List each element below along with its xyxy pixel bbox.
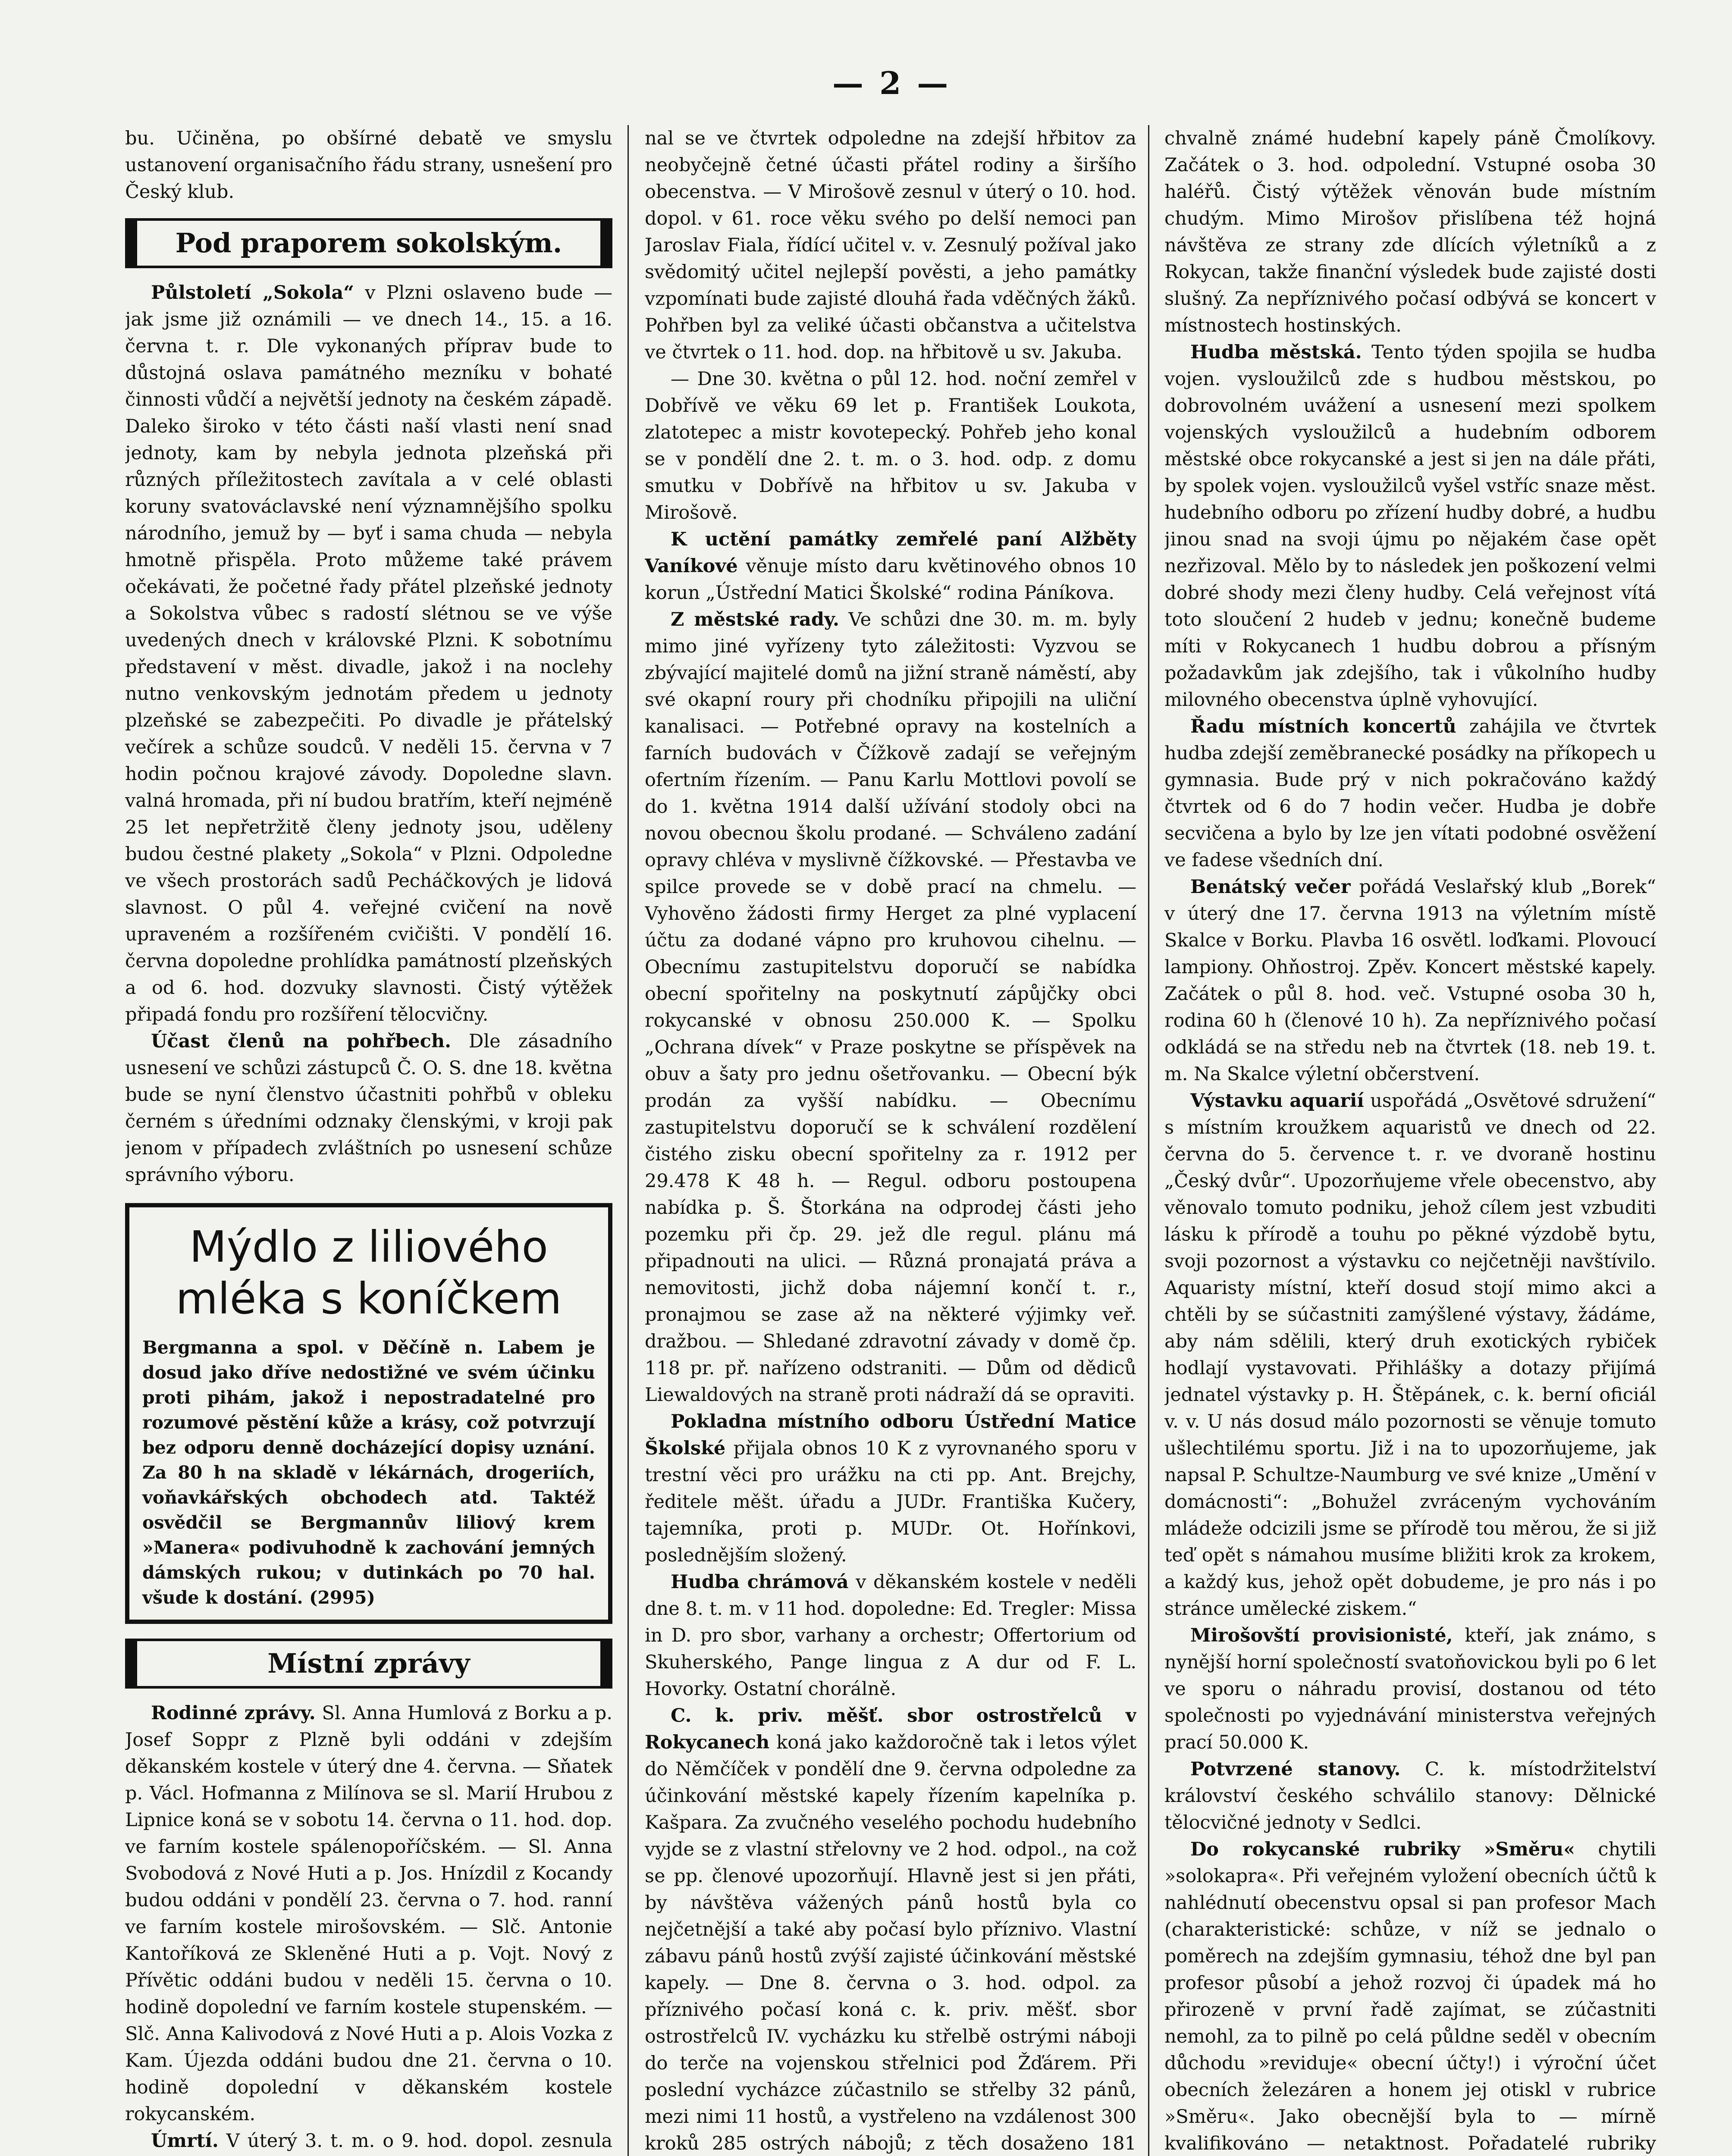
article-city-council xyxy=(645,606,1136,1408)
column-3 xyxy=(1164,125,1656,2156)
article-lead: Hudba městská. xyxy=(1190,342,1362,363)
column-rule-left xyxy=(628,125,629,2156)
article-body: pořádá Veslařský klub „Borek“ v úterý dne 17. června 1913 na výletním místě Skalce v Borku. Plavba 16 osvětl. loďkami. Plovoucí lampiony. Ohňostroj. Zpěv. Koncert městské kapely. Začátek o půl 8. hod. več. Vstupné osoba 30 h, rodina 60 h (členové 10 h). Za nepříznivého počasí odkládá se na středu neb na čtvrtek (18. neb 19. t. m. Na Skalce výletní občerstvení. xyxy=(1164,876,1656,1085)
article-lead: Benátský večer xyxy=(1190,876,1351,898)
article-lead: Účast členů na pohřbech. xyxy=(151,1031,452,1052)
article-lead: C. k. priv. měšť. sbor ostrostřelců v Rokycanech xyxy=(645,1705,1136,1753)
article-body: Sl. Anna Humlová z Borku a p. Josef Soppr z Plzně byli oddáni v zdejším děkanském kostele v úterý dne 4. června. — Sňatek p. Václ. Hofmanna z Milínova se sl. Marií Hrubou z Lipnice koná se v sobotu 14. června o 11. hod. dop. ve farním kostele spálenopoříčském. — Sl. Anna Svobodová z Nové Huti a p. Jos. Hnízdil z Kocandy budou oddáni v pondělí 23. června o 7. hod. ranní ve farním kostele mirošovském. — Slč. Antonie Kantoříková ze Skleněné Huti a p. Vojt. Nový z Přívětic oddáni budou v neděli 15. června o 10. hodině dopolední ve farním kostele stupenském. — Slč. Anna Kalivodová z Nové Huti a p. Alois Vozka z Kam. Újezda oddáni budou dne 21. června o 10. hodině dopolední v děkanském kostele rokycanském. xyxy=(125,1702,612,2125)
article-smer-rubric xyxy=(1164,1836,1656,2156)
article-body: zahájila ve čtvrtek hudba zdejší zeměbranecké posádky na příkopech u gymnasia. Bude prý v nich pokračováno každý čtvrtek od 6 do 7 hodin večer. Hudba je dobře secvičena a bylo by lze jen vítati podobné osvěžení ve fadese všedních dní. xyxy=(1164,716,1656,871)
article-body: koná jako každoročně tak i letos výlet do Němčíček v pondělí dne 9. června odpoledne za účinkování městské kapely řízením kapelníka p. Kašpara. Za zvučného veselého pochodu hudebního vyjde se z vlastní střelovny ve 2 hod. odpol., na což se pp. členové upozorňují. Hlavně jest si jen přáti, by návštěva vážených pánů hostů byla co nejčetnější a také aby počasí bylo příznivo. Vlastní zábavu pánů hostů zvýší zajisté účinkování městské kapely. — Dne 8. června o 3. hod. odpol. za příznivého počasí koná c. k. priv. měšť. sbor ostrostřelců IV. vycházku ku střelbě ostrými náboji do terče na vojenskou střelnici pod Žďárem. Při poslední vycházce zúčastnilo se střelby 32 pánů, mezi nimi 11 hostů, a vystřeleno na vzdálenost 300 kroků 285 ostrých nábojů; z těch dosaženo 181 xyxy=(645,1732,1136,2154)
ad-text: Bergmanna a spol. v Děčíně n. Labem je dosud jako dříve nedostižné ve svém účinku proti pihám, jakož i nepostradatelné pro rozumové pěstění kůže a krásy, což potvrzují bez odporu denně docházející dopisy uznání. Za 80 h na skladě v lékárnách, drogeriích, voňavkářských obchodech atd. Taktéž osvědčil se Bergmannův liliový krem »Manera« podivuhodně k zachování jemných dámských rukou; v dutinkách po 70 hal. všude k dostání. (2995) xyxy=(142,1337,595,1608)
article-town-band xyxy=(1164,339,1656,713)
article-pensioners xyxy=(1164,1622,1656,1756)
article-church-music xyxy=(645,1569,1136,1702)
article-lead: Potvrzené stanovy. xyxy=(1190,1758,1401,1780)
article-body: přijala obnos 10 K z vyrovnaného sporu v trestní věci pro urážku na cti pp. Ant. Brejchy, ředitele měšt. úřadu a JUDr. Františka Kučery, tajemníka, proti p. MUDr. Ot. Hořínkovi, poslednějším složený. xyxy=(645,1438,1136,1566)
article-lead: Řadu místních koncertů xyxy=(1190,716,1456,737)
article-lead: Úmrtí. xyxy=(151,2130,219,2152)
article-body: v Plzni oslaveno bude — jak jsme již oznámili — ve dnech 14., 15. a 16. června t. r. Dle vykonaných příprav bude to důstojná oslava památného mezníku v bohaté činnosti vůdčí a největší jednoty na českém západě. Daleko široko v této části naší vlasti není snad jednoty, kam by nebyla jednota plzeňská při různých příležitostech zavítala a v celé oblasti koruny svatováclavské není významnějšího spolku národního, jemuž by — byť i sama chuda — nebyla hmotně přispěla. Proto můžeme také právem očekávati, že početné řady přátel plzeňské jednoty a Sokolstva vůbec s radostí slétnou se ve výše uvedených dnech v královské Plzni. K sobotnímu představení v měst. divadle, jakož i na noclehy nutno venkovským jednotám předem u jednoty plzeňské se zabezpečiti. Po divadle je přátelský večírek a schůze soudců. V neděli 15. června v 7 hodin počnou krajové závody. Dopoledne slavn. valná hromada, při ní budou bratřím, kteří nejméně 25 let nepřetržitě členy jednoty jsou, uděleny budou čestné plakety „Sokola“ v Plzni. Odpoledne ve všech prostorách sadů Pecháčkových je lidová slavnost. O půl 4. veřejné cvičení na nově upraveném a rozšířeném cvičišti. V pondělí 16. června dopoledne prohlídka památností plzeňských a od 6. hod. dozvuky slavnosti. Čistý výtěžek připadá fondu pro rozšíření tělocvičny. xyxy=(125,282,612,1025)
article-deaths xyxy=(125,2128,612,2156)
ad-title: Mýdlo z liliového mléka s koníčkem xyxy=(176,1222,562,1324)
article-body: Dle zásadního usnesení ve schůzi zástupců Č. O. S. dne 18. května bude se nyní členstvo účastniti pohřbů v obleku černém s úředními odznaky členskými, v kroji pak jenom v případech zvláštních po usnesení schůze správního výboru. xyxy=(125,1031,612,1186)
article-obituary-loukota: — Dne 30. května o půl 12. hod. noční zemřel v Dobřívě ve věku 69 let p. František Loukota, zlatotepec a mistr kovotepecký. Pohřeb jeho konal se v pondělí dne 2. t. m. o 3. hod. odp. z domu smutku v Dobřívě na hřbitov u sv. Jakuba v Mirošově. xyxy=(645,368,1136,523)
article-continuation: nal se ve čtvrtek odpoledne na zdejší hřbitov za neobyčejně četné účasti přátel rodiny a širšího obecenstva. — V Mirošově zesnul v úterý o 10. hod. dopol. v 61. roce věku svého po delší nemoci pan Jaroslav Fiala, řídící učitel v. v. Zesnulý požíval jako svědomitý učitel nejlepší pověsti, a jeho památky vzpomínati bude zajisté dlouhá řada vděčných žáků. Pohřben byl za veliké účasti občanstva a učitelstva ve čtvrtek o 11. hod. dop. na hřbitově u sv. Jakuba. xyxy=(645,128,1136,363)
article-lead: Pokladna místního odboru Ústřední Matice Školské xyxy=(645,1411,1136,1459)
article-body: chytili »solokapra«. Při veřejném vyložení obecních účtů k nahlédnutí obecenstvu opsal si pan profesor Mach (charakteristické: schůze, v níž se jednalo o poměrech na zdejším gymnasiu, téhož dne byl pan profesor působí a jehož rozvoj či úpadek má ho přirozeně v první řadě zajímat, se zúčastniti nemohl, za to pilně po celá půldne seděl v obecním důchodu »reviduje« obecní účty!) i výroční účet obecních železáren a honem jej otiskl v rubrice »Směru«. Jako obecnější byla to — mírně kvalifikováno — netaktnost. Pořadatelé rubriky xyxy=(1164,1839,1656,2154)
section-heading-local-news: Místní zprávy xyxy=(125,1639,612,1689)
article-body: věnuje místo daru květinového obnos 10 korun „Ústřední Matici Školské“ rodina Páníkova. xyxy=(645,555,1136,604)
article-memorial-donation xyxy=(645,526,1136,606)
article-body: v děkanském kostele v neděli dne 8. t. m. v 11 hod. dopoledne: Ed. Tregler: Missa in D. pro sbor, varhany a orchestr; Offertorium od Skuherského, Pange lingua z A dur od F. L. Hovorky. Ostatní chorálně. xyxy=(645,1571,1136,1700)
article-sokol-jubilee xyxy=(125,279,612,1028)
article-venetian-evening xyxy=(1164,874,1656,1087)
article-local-concerts xyxy=(1164,713,1656,874)
article-aquarium-exhibit xyxy=(1164,1087,1656,1622)
soap-advertisement xyxy=(125,1203,612,1624)
article-continuation: bu. Učiněna, po obšírné debatě ve smyslu ustanovení organisačního řádu strany, usnešení pro Český klub. xyxy=(125,128,612,203)
article-family-news xyxy=(125,1700,612,2128)
article-lead: Půlstoletí „Sokola“ xyxy=(151,282,354,304)
article-continuation: chvalně známé hudební kapely páně Čmolíkovy. Začátek o 3. hod. odpolední. Vstupné osoba 30 haléřů. Čistý výtěžek věnován bude místním chudým. Mimo Mirošov přislíbena též hojná návštěva ze strany zde dlících výletníků a z Rokycan, takže finanční výsledek bude zajisté dosti slušný. Za nepříznivého počasí odbývá se koncert v místnostech hostinských. xyxy=(1164,128,1656,336)
article-body: uspořádá „Osvětové sdružení“ s místním kroužkem aquaristů ve dnech od 22. června do 5. července t. r. ve dvoraně hostinu „Český dvůr“. Upozorňujeme vřele obecenstvo, aby věnovalo tomuto podniku, jehož cílem jest vzbuditi lásku k přírodě a touhu po pěkné výzdobě bytu, svoji pozornost a výstavku co nejčetněji navštívilo. Aquaristy místní, kteří dosud stojí mimo akci a chtěli by se súčastniti zamýšlené výstavy, žádáme, aby nám sdělili, který druh exotických rybiček hodlají vystavovati. Přihlášky a dotazy přijímá jednatel výstavky p. H. Štěpánek, c. k. berní oficiál v. v. U nás dosud málo pozornosti se věnuje tomuto ušlechtilému sportu. Již i na to upozorňujeme, jak napsal P. Schultze-Naumburg ve své knize „Umění v domácnosti“: „Bohužel zvráceným vychováním mládeže odcizili jsme se přírodě tou měrou, že si již teď opět s námahou musíme bližiti krok za krokem, a každý kus, jehož opět dobudeme, je pro nás i po stránce umělecké ziskem.“ xyxy=(1164,1090,1656,1620)
article-lead: K uctění památky zemřelé paní Alžběty Vaníkové xyxy=(645,529,1136,577)
page-number: — 2 — xyxy=(832,65,951,101)
article-body: Tento týden spojila se hudba vojen. vysloužilců zde s hudbou městskou, po dobrovolném uvážení a usnesení mezi spolkem vojenských vysloužilců a hudebním odborem městské obce rokycanské a jest si jen na dále přáti, by spolek vojen. vysloužilců vyšel vstříc snaze měst. hudebního odboru po zřízení hudby dobré, a hudbu jinou snad na svoji újmu po nějakém čase opět nezřizoval. Mělo by to následek jen poškození velmi dobré shody mezi členy hudby. Celá veřejnost vítá toto sloučení 2 hudeb v jednu; konečně budeme míti v Rokycanech 1 hudbu dobrou a přísným požadavkům jak zdejšího, tak i vůkolního hudby milovného obecenstva úplně vyhovující. xyxy=(1164,342,1656,711)
article-body: V úterý 3. t. m. o 9. hod. dopol. zesnula xyxy=(226,2130,612,2152)
article-lead: Rodinné zprávy. xyxy=(151,1702,316,1724)
article-lead: Hudba chrámová xyxy=(671,1571,849,1593)
section-heading-sokol: Pod praporem sokolským. xyxy=(125,218,612,268)
article-body: C. k. místodržitelství království českého schválilo stanovy: Dělnické tělocvičné jednoty v Sedlci. xyxy=(1164,1758,1656,1833)
article-funeral-attendance xyxy=(125,1028,612,1188)
article-lead: Výstavku aquarií xyxy=(1190,1090,1364,1112)
article-body: Ve schůzi dne 30. m. m. byly mimo jiné vyřízeny tyto záležitosti: Vyzvou se zbývající majitelé domů na jižní straně náměstí, aby své okapní roury při chodníku připojili na uliční kanalisaci. — Potřebné opravy na kostelních a farních budovách v Čížkově zadají se veřejným ofertním řízením. — Panu Karlu Mottlovi povolí se do 1. května 1914 další užívání stodoly obci na novou obecnou školu prodané. — Schváleno zadání opravy chléva v myslivně čížkovské. — Přestavba ve spilce provede se v době prací na chmelu. — Vyhověno žádosti firmy Herget za plné vyplacení účtu za dodané vápno pro kruhovou cihelnu. — Obecnímu zastupitelstvu doporučí se nabídka obecní spořitelny na poskytnutí zápůjčky obci rokycanské v obnosu 250.000 K. — Spolku „Ochrana dívek“ v Praze poskytne se příspěvek na obuv a šaty pro jednu ošetřovanku. — Obecní býk prodán za vyšší nabídku. — Obecnímu zastupitelstvu doporučí se k schválení rozdělení čistého zisku obecní spořitelny za r. 1912 per 29.478 K 48 h. — Regul. odboru postoupena nabídka p. Š. Štorkána na odprodej části jeho pozemku při čp. 29. jež dle regul. plánu má připadnouti na ulici. — Různá pronajatá práva a nemovitosti, jichž doba nájemní končí t. r., pronajmou se zase až na některé výjimky veř. dražbou. — Shledané zdravotní závady v domě čp. 118 pr. př. nařízeno odstraniti. — Dům od dědiců Liewaldových na straně proti nádraží dá se opraviti. xyxy=(645,609,1136,1406)
column-1 xyxy=(125,125,612,2156)
article-statutes xyxy=(1164,1756,1656,1836)
article-lead: Mirošovští provisionisté, xyxy=(1190,1625,1453,1646)
article-lead: Z městské rady. xyxy=(671,609,839,630)
column-rule-right xyxy=(1148,125,1149,2156)
article-lead: Do rokycanské rubriky »Směru« xyxy=(1190,1839,1575,1860)
article-body: kteří, jak známo, s nynější horní společností svatoňovickou byli po 6 let ve sporu o náhradu provisí, dostanou od této společnosti po vyjednávání ministerstva veřejných prací 50.000 K. xyxy=(1164,1625,1656,1753)
article-sharpshooters xyxy=(645,1702,1136,2156)
article-school-matice xyxy=(645,1408,1136,1569)
column-2 xyxy=(645,125,1136,2156)
